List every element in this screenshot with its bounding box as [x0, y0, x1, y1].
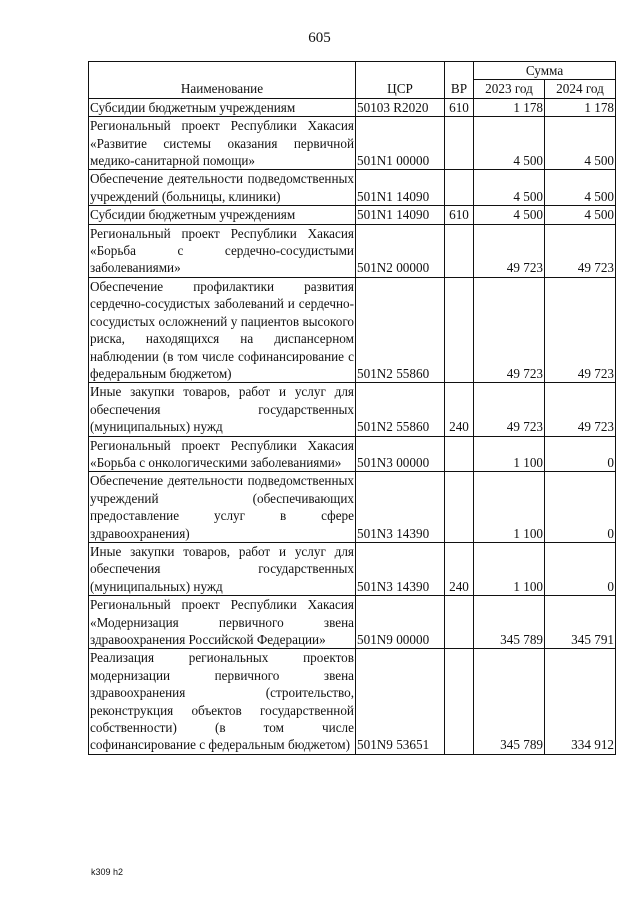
- row-vr: 610: [445, 206, 474, 224]
- table-row: [89, 277, 616, 382]
- row-sum-2024: 0: [545, 542, 616, 595]
- row-csr: 501N3 00000: [356, 436, 445, 472]
- row-sum-2023: 49 723: [474, 383, 545, 436]
- table-row: [89, 649, 616, 754]
- row-vr: 240: [445, 383, 474, 436]
- row-csr: 501N3 14390: [356, 542, 445, 595]
- header-sum: Сумма: [474, 62, 616, 80]
- row-sum-2023: 4 500: [474, 170, 545, 206]
- row-name: Субсидии бюджетным учреждениям: [89, 98, 356, 116]
- row-sum-2024: 4 500: [545, 170, 616, 206]
- header-vr: ВР: [445, 62, 474, 99]
- table-row: [89, 224, 616, 277]
- row-name: Региональный проект Республики Хакасия «Модернизация первичного звена здравоохранения Российской Федерации»: [90, 597, 354, 647]
- row-vr: 610: [445, 98, 474, 116]
- header-year-2023: 2023 год: [474, 80, 545, 98]
- row-csr: 501N2 55860: [356, 277, 445, 382]
- table-row: [89, 596, 616, 649]
- row-csr: 501N2 55860: [356, 383, 445, 436]
- row-csr: 50103 R2020: [356, 98, 445, 116]
- row-csr: 501N9 53651: [356, 649, 445, 754]
- row-sum-2024: 49 723: [545, 277, 616, 382]
- row-name: Субсидии бюджетным учреждениям: [89, 206, 356, 224]
- row-vr: [445, 224, 474, 277]
- row-sum-2023: 1 178: [474, 98, 545, 116]
- table-row: [89, 436, 616, 472]
- row-name: Региональный проект Республики Хакасия «Развитие системы оказания первичной медико-санитарной помощи»: [90, 118, 354, 169]
- row-name: Обеспечение деятельности подведомственных учреждений (обеспечивающих предоставление услуг в сфере здравоохранения): [90, 473, 354, 541]
- table-row: [89, 542, 616, 595]
- row-sum-2023: 4 500: [474, 117, 545, 170]
- row-vr: [445, 117, 474, 170]
- header-csr: ЦСР: [356, 62, 445, 99]
- row-sum-2024: 1 178: [545, 98, 616, 116]
- row-sum-2023: 1 100: [474, 472, 545, 543]
- row-vr: [445, 170, 474, 206]
- row-sum-2024: 49 723: [545, 224, 616, 277]
- row-csr: 501N1 00000: [356, 117, 445, 170]
- row-csr: 501N3 14390: [356, 472, 445, 543]
- table-row: [89, 206, 616, 224]
- header-name: Наименование: [89, 62, 356, 99]
- row-name: Реализация региональных проектов модернизации первичного звена здравоохранения (строительство, реконструкция объектов государственной собственности) (в том числе софинансирование с федеральным бюджетом): [90, 650, 354, 753]
- row-sum-2023: 1 100: [474, 542, 545, 595]
- row-sum-2023: 49 723: [474, 224, 545, 277]
- header-year-2024: 2024 год: [545, 80, 616, 98]
- row-sum-2024: 334 912: [545, 649, 616, 754]
- row-name: Региональный проект Республики Хакасия «Борьба с онкологическими заболеваниями»: [90, 437, 354, 470]
- row-sum-2024: 0: [545, 436, 616, 472]
- row-sum-2024: 49 723: [545, 383, 616, 436]
- row-sum-2023: 345 789: [474, 596, 545, 649]
- row-csr: 501N9 00000: [356, 596, 445, 649]
- table-row: [89, 170, 616, 206]
- table-row: [89, 383, 616, 436]
- row-name: Обеспечение деятельности подведомственных учреждений (больницы, клиники): [90, 171, 354, 204]
- row-sum-2023: 345 789: [474, 649, 545, 754]
- row-name: Региональный проект Республики Хакасия «Борьба с сердечно-сосудистыми заболеваниями»: [90, 225, 354, 276]
- row-sum-2024: 345 791: [545, 596, 616, 649]
- row-vr: [445, 277, 474, 382]
- row-sum-2023: 1 100: [474, 436, 545, 472]
- row-sum-2023: 4 500: [474, 206, 545, 224]
- row-name: Иные закупки товаров, работ и услуг для обеспечения государственных (муниципальных) нужд: [90, 384, 354, 435]
- row-csr: 501N1 14090: [356, 170, 445, 206]
- row-csr: 501N1 14090: [356, 206, 445, 224]
- row-sum-2024: 4 500: [545, 206, 616, 224]
- page-number: 605: [308, 30, 331, 46]
- row-sum-2023: 49 723: [474, 277, 545, 382]
- row-vr: [445, 472, 474, 543]
- row-name: Обеспечение профилактики развития сердечно-сосудистых заболеваний и сердечно-сосудистых осложнений у пациентов высокого риска, находящихся на диспансерном наблюдении (в том числе софинансирование с федеральным бюджетом): [90, 278, 354, 381]
- budget-table: [88, 61, 616, 755]
- row-csr: 501N2 00000: [356, 224, 445, 277]
- row-vr: 240: [445, 542, 474, 595]
- row-vr: [445, 649, 474, 754]
- table-row: [89, 98, 616, 116]
- table-row: [89, 117, 616, 170]
- row-sum-2024: 0: [545, 472, 616, 543]
- row-vr: [445, 436, 474, 472]
- table-row: [89, 472, 616, 543]
- row-sum-2024: 4 500: [545, 117, 616, 170]
- row-vr: [445, 596, 474, 649]
- footer-code: k309 h2: [91, 867, 124, 877]
- row-name: Иные закупки товаров, работ и услуг для обеспечения государственных (муниципальных) нужд: [90, 543, 354, 594]
